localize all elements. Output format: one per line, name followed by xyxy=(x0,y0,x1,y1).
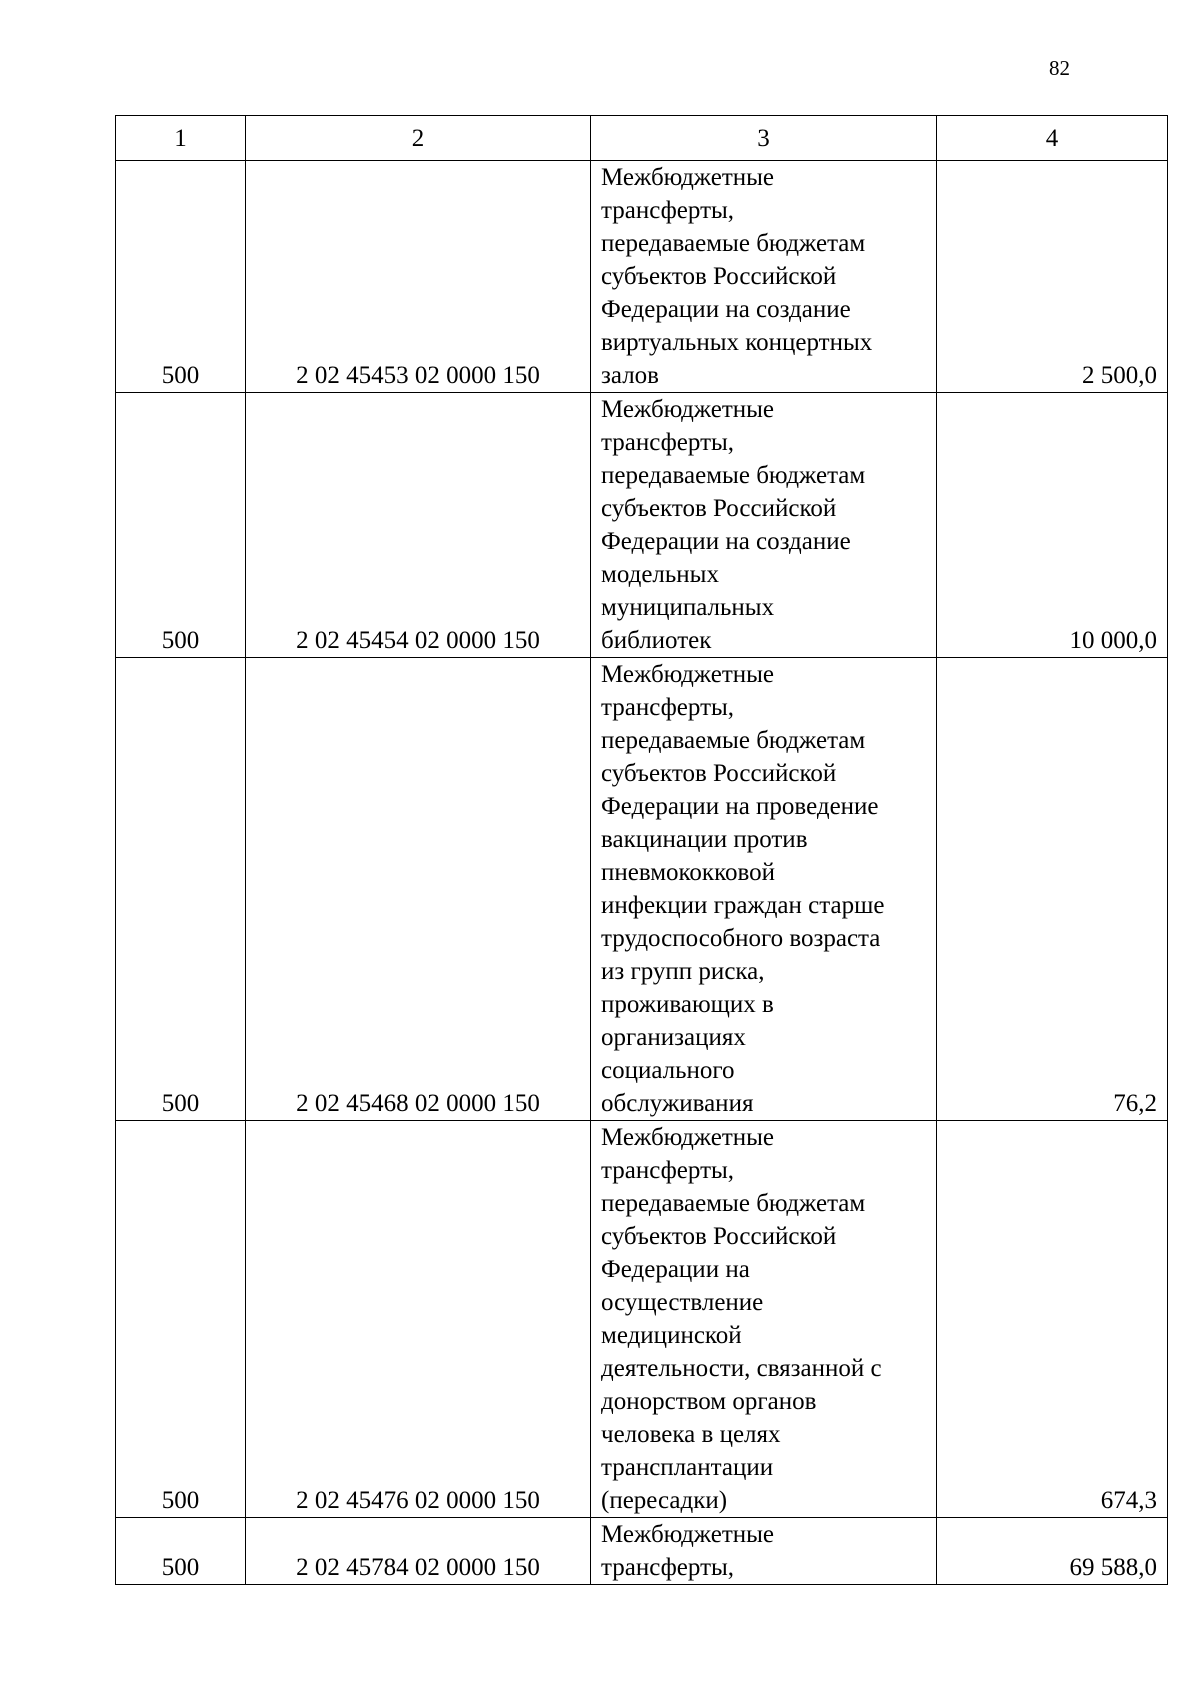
description-line: передаваемые бюджетам xyxy=(601,230,866,257)
description-line: организациях xyxy=(601,1024,746,1051)
description-line: (пересадки) xyxy=(601,1487,728,1514)
header-row xyxy=(116,116,1168,161)
description-line: социального xyxy=(601,1057,735,1084)
description-line: передаваемые бюджетам xyxy=(601,1190,866,1217)
description-line: Федерации на создание xyxy=(601,528,851,555)
row-budget-code-cell: 2 02 45454 02 0000 150 xyxy=(246,393,591,658)
row-description-cell xyxy=(591,658,937,1121)
table-row xyxy=(116,393,1168,658)
description-line: из групп риска, xyxy=(601,958,765,985)
description-line: трансферты, xyxy=(601,1157,735,1184)
page-number: 82 xyxy=(1049,56,1070,80)
description-line: субъектов Российской xyxy=(601,760,837,787)
description-line: обслуживания xyxy=(601,1090,754,1117)
description-line: Межбюджетные xyxy=(601,1124,775,1151)
description-line: субъектов Российской xyxy=(601,1223,837,1250)
description-line: Межбюджетные xyxy=(601,396,775,423)
description-line: трудоспособного возраста xyxy=(601,925,881,952)
description-line: Федерации на проведение xyxy=(601,793,879,820)
description-line: залов xyxy=(601,362,659,389)
description-line: библиотек xyxy=(601,627,712,654)
row-budget-code-cell: 2 02 45453 02 0000 150 xyxy=(246,161,591,393)
description-line: субъектов Российской xyxy=(601,495,837,522)
description-line: человека в целях xyxy=(601,1421,781,1448)
description-line: субъектов Российской xyxy=(601,263,837,290)
table-row xyxy=(116,658,1168,1121)
row-amount-cell: 674,3 xyxy=(937,1121,1168,1518)
description-line: Межбюджетные xyxy=(601,1521,775,1548)
description-line: передаваемые бюджетам xyxy=(601,462,866,489)
description-line: трансплантации xyxy=(601,1454,774,1481)
header-col-3: 3 xyxy=(591,116,937,161)
description-line: осуществление xyxy=(601,1289,764,1316)
table-row xyxy=(116,1518,1168,1585)
description-line: донорством органов xyxy=(601,1388,817,1415)
description-line: муниципальных xyxy=(601,594,775,621)
description-line: трансферты, xyxy=(601,429,735,456)
description-line: вакцинации против xyxy=(601,826,808,853)
description-line: трансферты, xyxy=(601,1554,735,1581)
table-row xyxy=(116,1121,1168,1518)
row-code-cell: 500 xyxy=(116,161,246,393)
header-col-2: 2 xyxy=(246,116,591,161)
row-budget-code-cell: 2 02 45784 02 0000 150 xyxy=(246,1518,591,1585)
budget-table xyxy=(115,115,1168,1585)
row-description-cell xyxy=(591,161,937,393)
row-description-cell xyxy=(591,1518,937,1585)
row-budget-code-cell: 2 02 45468 02 0000 150 xyxy=(246,658,591,1121)
description-line: Федерации на создание xyxy=(601,296,851,323)
description-line: пневмококковой xyxy=(601,859,775,886)
row-code-cell: 500 xyxy=(116,1518,246,1585)
description-line: Федерации на xyxy=(601,1256,750,1283)
row-code-cell: 500 xyxy=(116,1121,246,1518)
description-line: Межбюджетные xyxy=(601,661,775,688)
description-line: инфекции граждан старше xyxy=(601,892,885,919)
row-description-cell xyxy=(591,393,937,658)
description-line: модельных xyxy=(601,561,719,588)
row-description-cell xyxy=(591,1121,937,1518)
table-row xyxy=(116,161,1168,393)
description-line: трансферты, xyxy=(601,694,735,721)
description-line: медицинской xyxy=(601,1322,742,1349)
header-col-4: 4 xyxy=(937,116,1168,161)
header-col-1: 1 xyxy=(116,116,246,161)
row-code-cell: 500 xyxy=(116,658,246,1121)
row-amount-cell: 76,2 xyxy=(937,658,1168,1121)
description-line: трансферты, xyxy=(601,197,735,224)
row-code-cell: 500 xyxy=(116,393,246,658)
description-line: Межбюджетные xyxy=(601,164,775,191)
row-amount-cell: 10 000,0 xyxy=(937,393,1168,658)
row-amount-cell: 2 500,0 xyxy=(937,161,1168,393)
row-budget-code-cell: 2 02 45476 02 0000 150 xyxy=(246,1121,591,1518)
description-line: деятельности, связанной с xyxy=(601,1355,882,1382)
row-amount-cell: 69 588,0 xyxy=(937,1518,1168,1585)
description-line: проживающих в xyxy=(601,991,774,1018)
description-line: передаваемые бюджетам xyxy=(601,727,866,754)
description-line: виртуальных концертных xyxy=(601,329,873,356)
